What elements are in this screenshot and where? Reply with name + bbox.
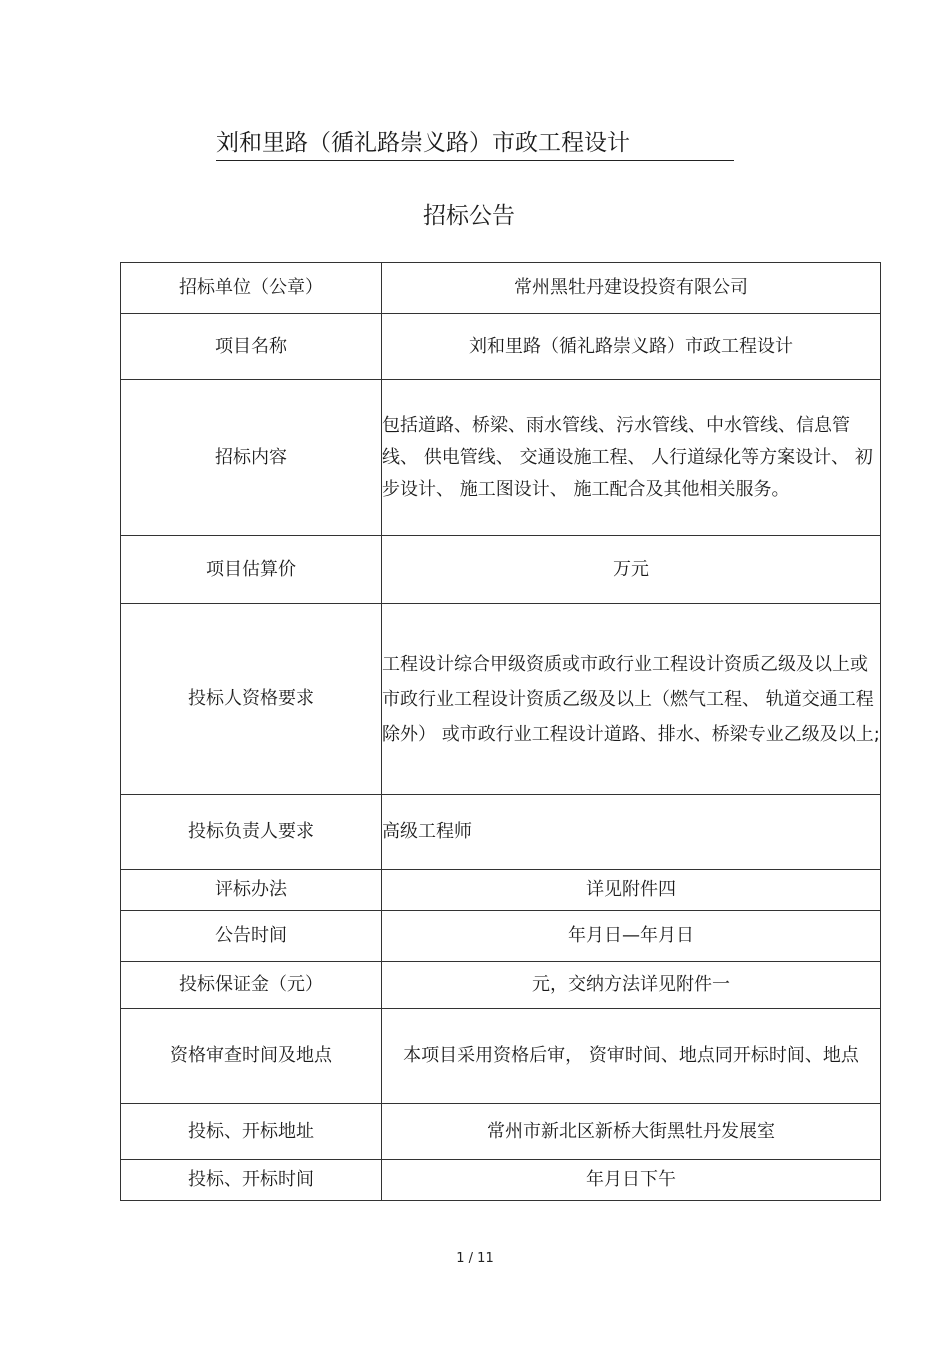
- row-value-tender-content: 包括道路、桥梁、雨水管线、污水管线、中水管线、信息管线、 供电管线、 交通设施工程、 人行道绿化等方案设计、 初步设计、 施工图设计、 施工配合及其他相关服务。: [382, 380, 881, 536]
- row-label-tender-content: 招标内容: [121, 380, 382, 536]
- row-label-bid-opening-address: 投标、开标地址: [121, 1104, 382, 1160]
- row-value-project-name: 刘和里路（循礼路崇义路）市政工程设计: [382, 314, 881, 380]
- row-label-qualification-review: 资格审查时间及地点: [121, 1009, 382, 1104]
- table-row: [121, 795, 881, 870]
- row-label-tenderer: 招标单位（公章）: [121, 263, 382, 314]
- row-label-estimated-price: 项目估算价: [121, 536, 382, 604]
- row-value-bid-bond: 元，交纳方法详见附件一: [382, 962, 881, 1009]
- table-row: [121, 263, 881, 314]
- table-row: [121, 536, 881, 604]
- row-value-tenderer: 常州黑牡丹建设投资有限公司: [382, 263, 881, 314]
- table-row: [121, 380, 881, 536]
- table-row: [121, 1009, 881, 1104]
- page-indicator: 1 / 11: [456, 1251, 494, 1266]
- subtitle-text: 招标公告: [423, 203, 515, 229]
- notice-table: [120, 262, 881, 1201]
- row-value-bidder-qualification: 工程设计综合甲级资质或市政行业工程设计资质乙级及以上或市政行业工程设计资质乙级及以上（燃气工程、 轨道交通工程除外） 或市政行业工程设计道路、排水、桥梁专业乙级及以上;: [382, 604, 881, 795]
- row-value-estimated-price: 万元: [382, 536, 881, 604]
- row-label-project-name: 项目名称: [121, 314, 382, 380]
- row-label-evaluation-method: 评标办法: [121, 870, 382, 911]
- table-row: [121, 1160, 881, 1201]
- row-value-announcement-period: 年月日—年月日: [382, 911, 881, 962]
- table-row: [121, 870, 881, 911]
- row-value-evaluation-method: 详见附件四: [382, 870, 881, 911]
- row-label-bid-leader: 投标负责人要求: [121, 795, 382, 870]
- row-label-bidder-qualification: 投标人资格要求: [121, 604, 382, 795]
- row-value-bid-opening-time: 年月日下午: [382, 1160, 881, 1201]
- row-label-announcement-period: 公告时间: [121, 911, 382, 962]
- row-value-bid-opening-address: 常州市新北区新桥大街黑牡丹发展室: [382, 1104, 881, 1160]
- table-row: [121, 911, 881, 962]
- document-subtitle: [0, 198, 950, 234]
- row-value-qualification-review: 本项目采用资格后审， 资审时间、地点同开标时间、地点: [382, 1009, 881, 1104]
- row-label-bid-opening-time: 投标、开标时间: [121, 1160, 382, 1201]
- table-row: [121, 962, 881, 1009]
- table-row: [121, 604, 881, 795]
- table-row: [121, 1104, 881, 1160]
- table-row: [121, 314, 881, 380]
- document-title: 刘和里路（循礼路崇义路）市政工程设计: [216, 126, 734, 161]
- row-value-bid-leader: 高级工程师: [382, 795, 881, 870]
- row-label-bid-bond: 投标保证金（元）: [121, 962, 382, 1009]
